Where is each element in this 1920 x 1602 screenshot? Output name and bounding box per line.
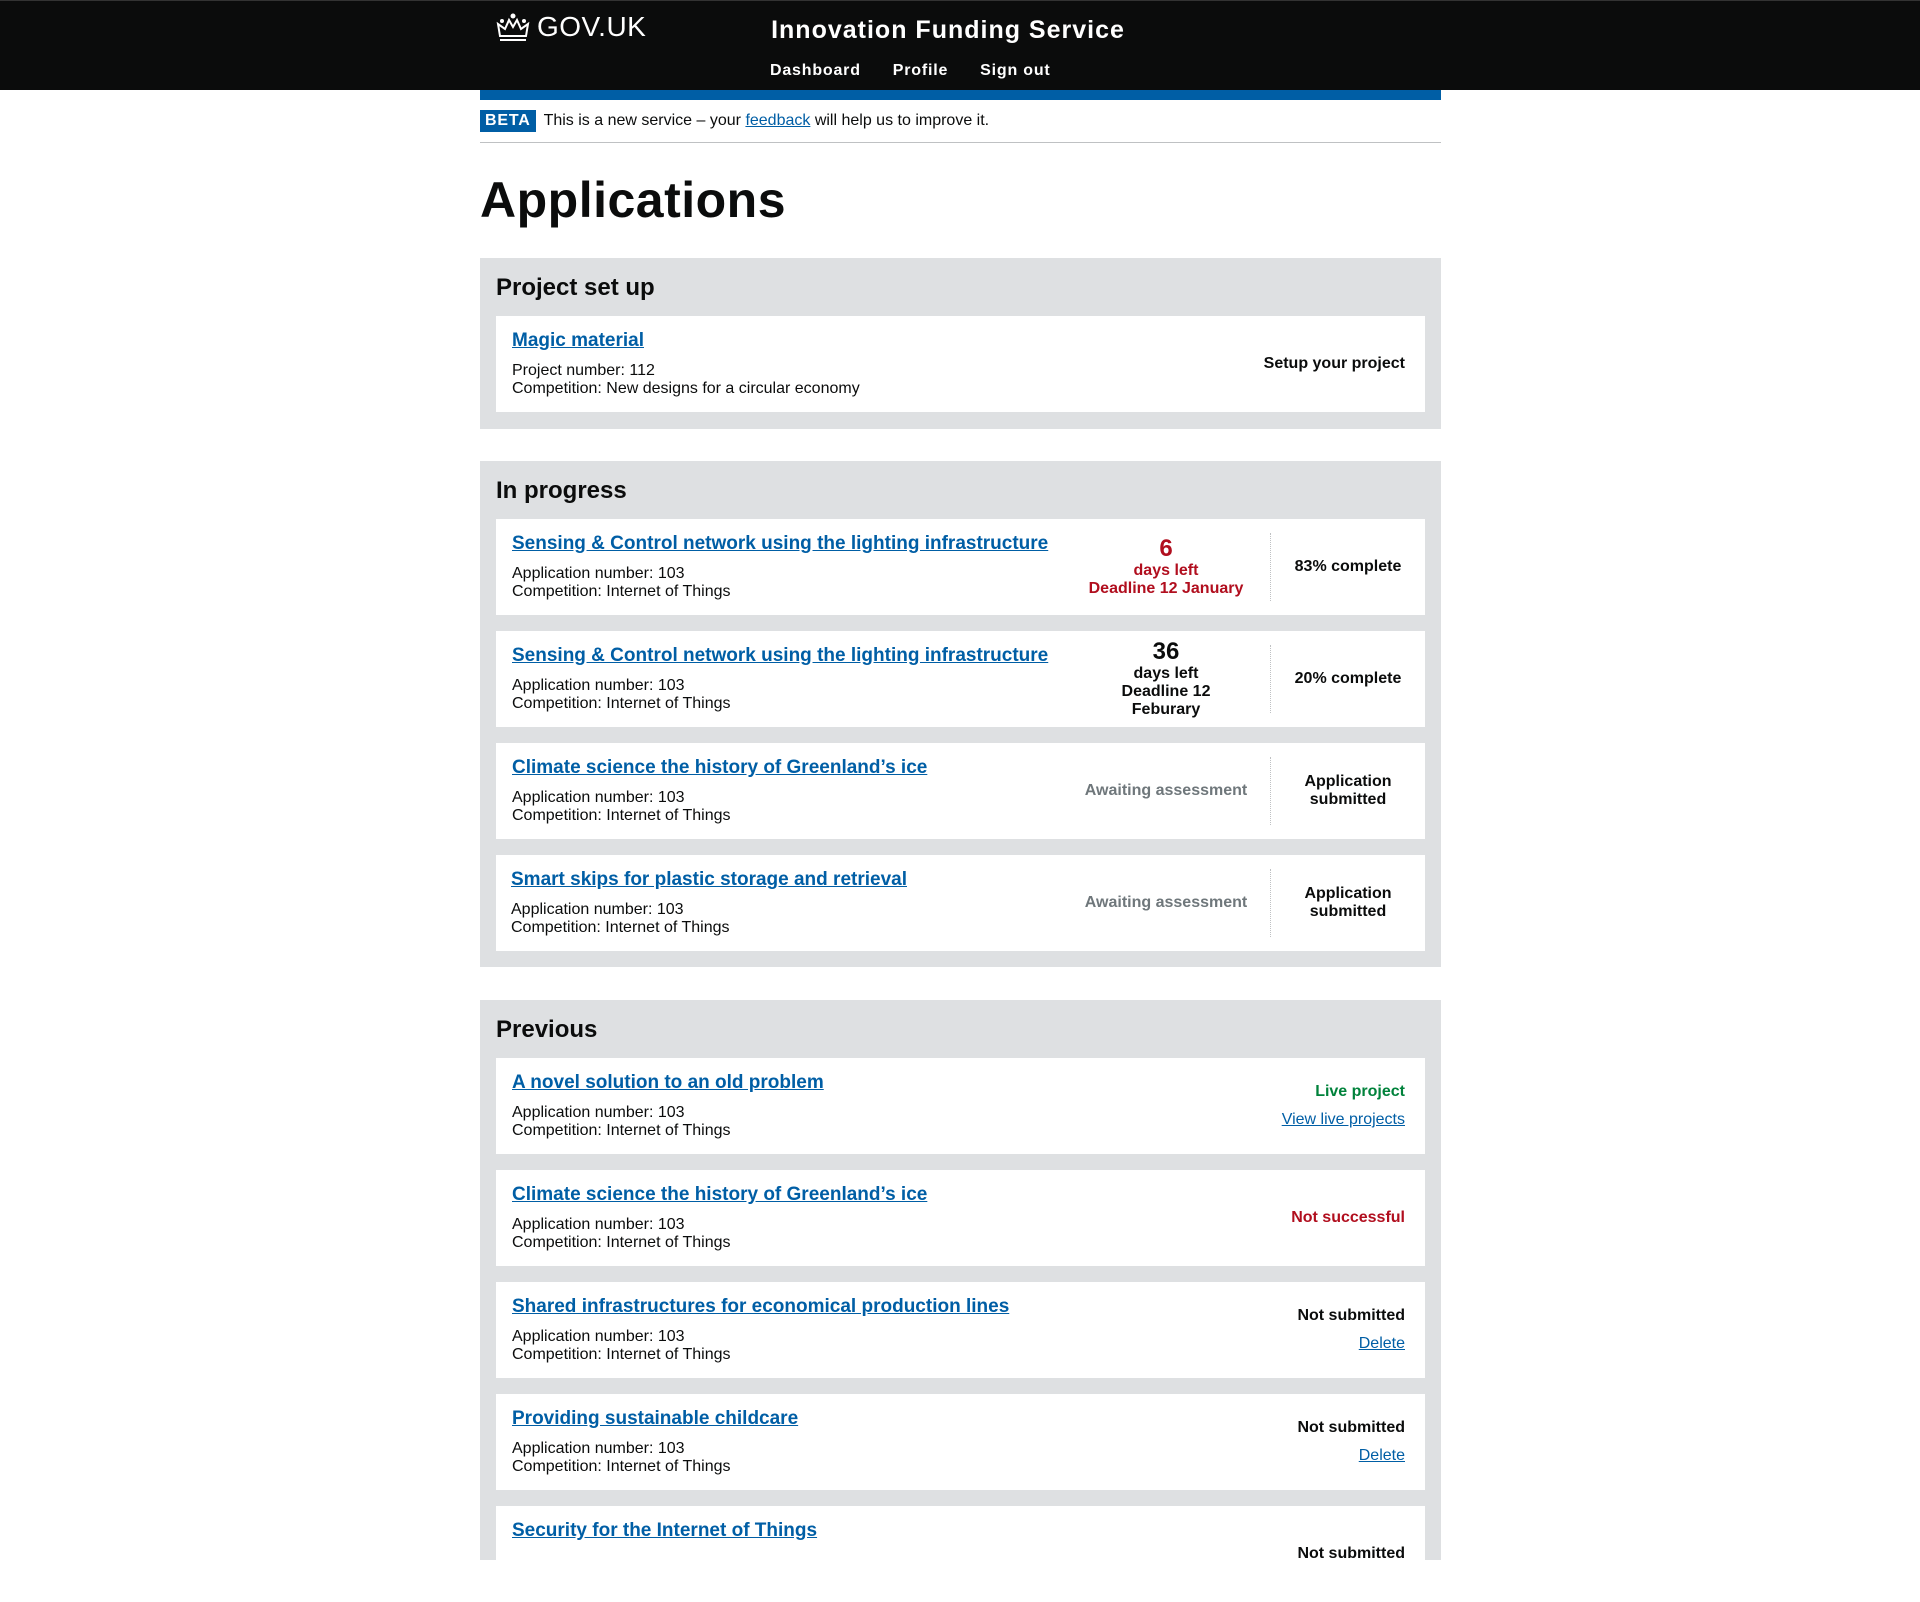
view-live-projects-link[interactable]: View live projects bbox=[1281, 1111, 1405, 1128]
item-info bbox=[512, 330, 860, 398]
application-title-link[interactable]: Shared infrastructures for economical production lines bbox=[512, 1296, 1010, 1317]
application-number: Application number: 103 bbox=[511, 901, 684, 918]
status-column bbox=[1297, 1282, 1405, 1378]
item-info bbox=[512, 645, 1048, 713]
deadline-date: Deadline 12 January bbox=[1088, 580, 1244, 597]
status-text: Not submitted bbox=[1297, 1545, 1405, 1562]
project-number: Project number: 112 bbox=[512, 362, 655, 379]
header-nav bbox=[770, 62, 1051, 80]
application-title-link[interactable]: A novel solution to an old problem bbox=[512, 1072, 824, 1093]
status-text: Not submitted bbox=[1297, 1419, 1405, 1436]
status-column bbox=[1297, 1506, 1405, 1602]
competition-name: Competition: Internet of Things bbox=[512, 1122, 731, 1139]
application-title-link[interactable]: Security for the Internet of Things bbox=[512, 1520, 818, 1541]
site-header bbox=[0, 0, 1920, 90]
nav-profile[interactable]: Profile bbox=[892, 62, 949, 79]
page-title: Applications bbox=[480, 172, 787, 228]
status-column bbox=[1291, 1170, 1405, 1266]
application-title-link[interactable]: Climate science the history of Greenland’s ice bbox=[512, 1184, 928, 1205]
section-heading: Previous bbox=[496, 1016, 598, 1043]
days-left-number: 6 bbox=[1159, 535, 1173, 562]
service-name[interactable]: Innovation Funding Service bbox=[771, 16, 1125, 44]
status-text: Live project bbox=[1315, 1083, 1405, 1100]
application-number: Application number: 103 bbox=[512, 677, 685, 694]
list-item bbox=[496, 1282, 1425, 1378]
item-info bbox=[512, 1072, 824, 1140]
section-previous bbox=[480, 1000, 1441, 1560]
list-item bbox=[496, 1170, 1425, 1266]
application-title-link[interactable]: Magic material bbox=[512, 330, 644, 351]
delete-link[interactable]: Delete bbox=[1358, 1335, 1405, 1352]
completion-status: 20% complete bbox=[1294, 670, 1402, 687]
nav-dashboard[interactable]: Dashboard bbox=[770, 62, 861, 79]
section-heading: Project set up bbox=[496, 274, 655, 301]
application-title-link[interactable]: Providing sustainable childcare bbox=[512, 1408, 799, 1429]
item-info bbox=[512, 1520, 817, 1552]
deadline-countdown bbox=[1086, 631, 1246, 727]
phase-banner-text bbox=[544, 110, 990, 132]
application-number: Application number: 103 bbox=[512, 1216, 685, 1233]
section-heading: In progress bbox=[496, 477, 627, 504]
competition-name: Competition: Internet of Things bbox=[512, 695, 731, 712]
days-left-label: days left bbox=[1133, 562, 1199, 579]
beta-tag: BETA bbox=[480, 110, 536, 132]
list-item bbox=[496, 1506, 1425, 1602]
list-item bbox=[496, 519, 1425, 615]
application-title-link[interactable]: Climate science the history of Greenland’s ice bbox=[512, 757, 928, 778]
status-text: Not submitted bbox=[1297, 1307, 1405, 1324]
completion-status: 83% complete bbox=[1294, 558, 1402, 575]
phase-text-after: will help us to improve it. bbox=[810, 112, 990, 129]
nav-sign-out[interactable]: Sign out bbox=[980, 62, 1051, 79]
item-info bbox=[512, 1296, 1009, 1364]
competition-name: Competition: Internet of Things bbox=[512, 583, 731, 600]
status-column bbox=[1297, 1394, 1405, 1490]
competition-name: Competition: New designs for a circular economy bbox=[512, 380, 860, 397]
list-item bbox=[496, 631, 1425, 727]
section-in-progress bbox=[480, 461, 1441, 967]
competition-name: Competition: Internet of Things bbox=[511, 919, 730, 936]
phase-banner bbox=[480, 110, 1441, 143]
list-item bbox=[496, 1058, 1425, 1154]
competition-name: Competition: Internet of Things bbox=[512, 1234, 731, 1251]
item-info bbox=[512, 1408, 798, 1476]
application-number: Application number: 103 bbox=[512, 1328, 685, 1345]
govuk-logo-text: GOV.UK bbox=[537, 11, 647, 42]
item-info bbox=[512, 1184, 927, 1252]
header-blue-bar bbox=[480, 90, 1441, 100]
list-item bbox=[496, 1394, 1425, 1490]
submission-status: Application submitted bbox=[1304, 885, 1392, 920]
status-column bbox=[1282, 1058, 1405, 1154]
days-left-number: 36 bbox=[1152, 638, 1180, 665]
application-title-link[interactable]: Smart skips for plastic storage and retrieval bbox=[511, 869, 907, 890]
list-item bbox=[496, 743, 1425, 839]
application-title-link[interactable]: Sensing & Control network using the lighting infrastructure bbox=[512, 533, 1049, 554]
list-item bbox=[496, 316, 1425, 412]
competition-name: Competition: Internet of Things bbox=[512, 807, 731, 824]
status-text: Not successful bbox=[1291, 1209, 1405, 1226]
crown-icon bbox=[496, 12, 530, 42]
phase-text-before: This is a new service – your bbox=[543, 112, 746, 129]
assessment-status: Awaiting assessment bbox=[1084, 782, 1248, 799]
item-info bbox=[511, 869, 907, 937]
assessment-status: Awaiting assessment bbox=[1084, 894, 1248, 911]
deadline-date: Deadline 12 Feburary bbox=[1121, 683, 1211, 718]
competition-name: Competition: Internet of Things bbox=[512, 1346, 731, 1363]
govuk-logo[interactable] bbox=[496, 11, 646, 43]
status-text: Setup your project bbox=[1263, 355, 1405, 372]
item-info bbox=[512, 757, 927, 825]
application-number: Application number: 103 bbox=[512, 789, 685, 806]
competition-name: Competition: Internet of Things bbox=[512, 1458, 731, 1475]
item-info bbox=[512, 533, 1048, 601]
days-left-label: days left bbox=[1133, 665, 1199, 682]
list-item bbox=[496, 855, 1425, 951]
submission-status: Application submitted bbox=[1304, 773, 1392, 808]
delete-link[interactable]: Delete bbox=[1358, 1447, 1405, 1464]
status-column bbox=[1264, 316, 1405, 412]
application-title-link[interactable]: Sensing & Control network using the lighting infrastructure bbox=[512, 645, 1049, 666]
deadline-countdown bbox=[1086, 519, 1246, 615]
feedback-link[interactable]: feedback bbox=[745, 112, 811, 129]
application-number: Application number: 103 bbox=[512, 565, 685, 582]
section-project-setup bbox=[480, 258, 1441, 429]
application-number: Application number: 103 bbox=[512, 1440, 685, 1457]
application-number: Application number: 103 bbox=[512, 1104, 685, 1121]
